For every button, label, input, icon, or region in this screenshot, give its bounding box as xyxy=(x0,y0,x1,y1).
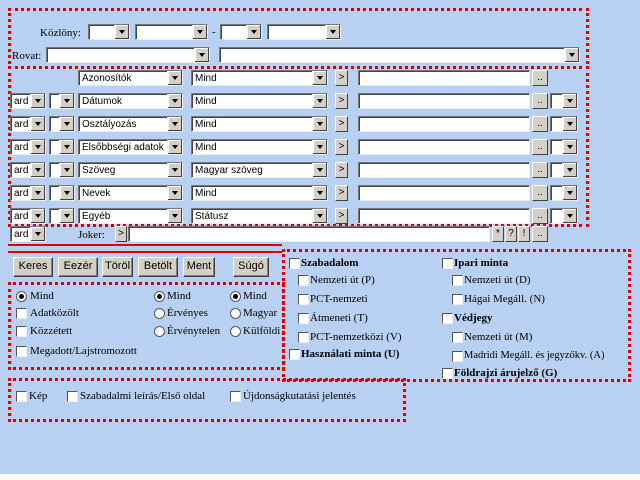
type-szabadalom-checkbox[interactable] xyxy=(289,258,300,269)
filter-foreign-radio[interactable] xyxy=(230,326,241,337)
type-pct-nemzeti-label: PCT-nemzeti xyxy=(310,293,368,305)
row-browse-button[interactable]: .. xyxy=(532,185,548,201)
chevron-down-icon xyxy=(59,117,74,131)
chevron-down-icon xyxy=(30,227,45,241)
row-negate-select[interactable] xyxy=(49,93,75,109)
attach-kep-checkbox[interactable] xyxy=(16,391,27,402)
chevron-down-icon xyxy=(325,25,340,39)
type-hagai-checkbox[interactable] xyxy=(452,294,463,305)
kozlony-label: Közlöny: xyxy=(40,27,81,39)
type-hagai-label: Hágai Megáll. (N) xyxy=(464,293,545,305)
type-atmeneti-label: Átmeneti (T) xyxy=(310,312,368,324)
rovat-detail-select[interactable] xyxy=(219,47,580,63)
row-negate-select[interactable] xyxy=(49,162,75,178)
type-nemzeti-p-label: Nemzeti út (P) xyxy=(310,274,375,286)
filter-status-all-radio[interactable] xyxy=(16,291,27,302)
chevron-down-icon xyxy=(312,117,327,131)
row-value-input[interactable] xyxy=(358,162,530,178)
row-extra-select[interactable] xyxy=(550,162,578,178)
type-hasznalati-checkbox[interactable] xyxy=(289,349,300,360)
row-negate-select[interactable] xyxy=(49,208,75,224)
chevron-down-icon xyxy=(562,117,577,131)
joker-exclaim-button[interactable]: ! xyxy=(518,226,530,242)
kozlony-year-select[interactable] xyxy=(88,24,130,40)
filter-kozzetett-checkbox[interactable] xyxy=(16,326,27,337)
chevron-down-icon xyxy=(167,71,182,85)
row-negate-select[interactable] xyxy=(49,185,75,201)
filter-valid-radio[interactable] xyxy=(154,308,165,319)
chevron-down-icon xyxy=(167,209,182,223)
row-operator-select[interactable]: ard xyxy=(10,139,46,155)
row-operator-select[interactable]: ard xyxy=(10,116,46,132)
type-madridi-label: Madridi Megáll. és jegyzőkv. (A) xyxy=(464,350,605,361)
chevron-down-icon xyxy=(114,25,129,39)
row-field-select[interactable]: Dátumok xyxy=(78,93,183,109)
type-nemzeti-d-checkbox[interactable] xyxy=(452,275,463,286)
row-arrow-button[interactable]: > xyxy=(335,116,348,132)
row-operator-select[interactable]: ard xyxy=(10,208,46,224)
load-button[interactable]: Betölt xyxy=(138,257,178,277)
row-arrow-button[interactable]: > xyxy=(335,70,348,86)
row-value-input[interactable] xyxy=(358,116,530,132)
kozlony-issue-select[interactable] xyxy=(135,24,208,40)
row-browse-button[interactable]: .. xyxy=(532,162,548,178)
help-button[interactable]: Súgó xyxy=(233,257,269,277)
chevron-down-icon xyxy=(167,94,182,108)
chevron-down-icon xyxy=(30,94,45,108)
chevron-down-icon xyxy=(562,140,577,154)
row-value-input[interactable] xyxy=(358,208,530,224)
filter-megadott-checkbox[interactable] xyxy=(16,346,27,357)
row-field-select[interactable]: Azonosítók xyxy=(78,70,183,86)
row-operator-select[interactable]: ard xyxy=(10,162,46,178)
chevron-down-icon xyxy=(30,186,45,200)
filter-validity-all-label: Mind xyxy=(167,290,191,302)
row-value-input[interactable] xyxy=(358,93,530,109)
type-nemzeti-m-label: Nemzeti út (M) xyxy=(464,331,533,343)
joker-separator xyxy=(8,244,282,246)
chevron-down-icon xyxy=(246,25,261,39)
chevron-down-icon xyxy=(59,163,74,177)
filter-status-all-label: Mind xyxy=(30,290,54,302)
row-mode-select[interactable]: Mind xyxy=(191,116,328,132)
chevron-down-icon xyxy=(30,163,45,177)
chevron-down-icon xyxy=(167,140,182,154)
chevron-down-icon xyxy=(30,209,45,223)
type-vedjegy-checkbox[interactable] xyxy=(442,313,453,324)
filter-hungarian-label: Magyar xyxy=(243,307,278,319)
row-arrow-button[interactable]: > xyxy=(335,93,348,109)
joker-browse-button[interactable]: .. xyxy=(532,226,548,242)
joker-label: Joker: xyxy=(78,229,105,241)
filter-adatkozolt-checkbox[interactable] xyxy=(16,308,27,319)
filter-hungarian-radio[interactable] xyxy=(230,308,241,319)
row-extra-select[interactable] xyxy=(550,116,578,132)
row-mode-select[interactable]: Magyar szöveg xyxy=(191,162,328,178)
chevron-down-icon xyxy=(59,94,74,108)
type-atmeneti-checkbox[interactable] xyxy=(298,313,309,324)
attach-ujdonsag-label: Újdonságkutatási jelentés xyxy=(243,390,356,402)
row-arrow-button[interactable]: > xyxy=(335,162,348,178)
type-pct-nemzetkozi-label: PCT-nemzetközi (V) xyxy=(310,331,402,343)
filter-origin-all-radio[interactable] xyxy=(230,291,241,302)
row-field-select[interactable]: Elsőbbségi adatok xyxy=(78,139,183,155)
filter-kozzetett-label: Közzétett xyxy=(30,325,73,337)
row-value-input[interactable] xyxy=(358,139,530,155)
filter-origin-all-label: Mind xyxy=(243,290,267,302)
joker-arrow-button[interactable]: > xyxy=(115,226,127,242)
row-value-input[interactable] xyxy=(358,70,530,86)
chevron-down-icon xyxy=(562,163,577,177)
joker-input[interactable] xyxy=(128,226,490,242)
filter-invalid-radio[interactable] xyxy=(154,326,165,337)
row-extra-select[interactable] xyxy=(550,185,578,201)
chevron-down-icon xyxy=(312,209,327,223)
type-nemzeti-d-label: Nemzeti út (D) xyxy=(464,274,531,286)
rovat-label: Rovat: xyxy=(12,50,42,62)
chevron-down-icon xyxy=(167,186,182,200)
filter-foreign-label: Külföldi xyxy=(243,325,281,337)
type-pct-nemzetkozi-checkbox[interactable] xyxy=(298,332,309,343)
attach-kep-label: Kép xyxy=(29,390,48,402)
chevron-down-icon xyxy=(192,25,207,39)
chevron-down-icon xyxy=(59,186,74,200)
type-madridi-checkbox[interactable] xyxy=(452,351,463,362)
joker-wildcard-star-button[interactable]: * xyxy=(492,226,504,242)
row-browse-button[interactable]: .. xyxy=(532,70,548,86)
filter-valid-label: Érvényes xyxy=(167,307,208,319)
type-hasznalati-label: Használati minta (U) xyxy=(301,348,400,360)
type-foldrajzi-checkbox[interactable] xyxy=(442,368,453,379)
row-arrow-button[interactable]: > xyxy=(335,185,348,201)
search-button[interactable]: Keres xyxy=(13,257,53,277)
attach-szabadalmi-checkbox[interactable] xyxy=(67,391,78,402)
type-ipari-label: Ipari minta xyxy=(454,257,509,269)
chevron-down-icon xyxy=(562,94,577,108)
row-arrow-button[interactable]: > xyxy=(335,208,348,224)
clear-button[interactable]: Töröl xyxy=(102,257,133,277)
row-field-select[interactable]: Osztályozás xyxy=(78,116,183,132)
filter-megadott-label: Megadott/Lajstromozott xyxy=(30,345,137,357)
row-browse-button[interactable]: .. xyxy=(532,208,548,224)
row-browse-button[interactable]: .. xyxy=(532,139,548,155)
expert-button[interactable]: Eezér xyxy=(58,257,98,277)
button-bar-separator xyxy=(8,251,282,253)
row-mode-select[interactable]: Mind xyxy=(191,70,328,86)
chevron-down-icon xyxy=(312,163,327,177)
row-negate-select[interactable] xyxy=(49,139,75,155)
chevron-down-icon xyxy=(30,140,45,154)
chevron-down-icon xyxy=(167,117,182,131)
row-browse-button[interactable]: .. xyxy=(532,116,548,132)
row-field-select[interactable]: Nevek xyxy=(78,185,183,201)
chevron-down-icon xyxy=(30,117,45,131)
type-vedjegy-label: Védjegy xyxy=(454,312,493,324)
row-field-select[interactable]: Egyéb xyxy=(78,208,183,224)
chevron-down-icon xyxy=(194,48,209,62)
row-browse-button[interactable]: .. xyxy=(532,93,548,109)
chevron-down-icon xyxy=(562,209,577,223)
row-mode-select[interactable]: Mind xyxy=(191,139,328,155)
attach-szabadalmi-label: Szabadalmi leírás/Első oldal xyxy=(80,390,206,402)
chevron-down-icon xyxy=(167,163,182,177)
row-field-select[interactable]: Szöveg xyxy=(78,162,183,178)
row-operator-select[interactable]: ard xyxy=(10,185,46,201)
type-nemzeti-p-checkbox[interactable] xyxy=(298,275,309,286)
row-mode-select[interactable]: Mind xyxy=(191,185,328,201)
chevron-down-icon xyxy=(312,94,327,108)
row-operator-select[interactable]: ard xyxy=(10,93,46,109)
filter-invalid-label: Érvénytelen xyxy=(167,325,221,337)
chevron-down-icon xyxy=(312,140,327,154)
rovat-select[interactable] xyxy=(46,47,210,63)
save-button[interactable]: Ment xyxy=(183,257,215,277)
filter-adatkozolt-label: Adatközölt xyxy=(30,307,79,319)
row-value-input[interactable] xyxy=(358,185,530,201)
row-extra-select[interactable] xyxy=(550,93,578,109)
row-negate-select[interactable] xyxy=(49,116,75,132)
row-extra-select[interactable] xyxy=(550,208,578,224)
attach-ujdonsag-checkbox[interactable] xyxy=(230,391,241,402)
kozlony-to-issue-select[interactable] xyxy=(267,24,341,40)
chevron-down-icon xyxy=(312,71,327,85)
chevron-down-icon xyxy=(312,186,327,200)
type-szabadalom-label: Szabadalom xyxy=(301,257,359,269)
row-extra-select[interactable] xyxy=(550,139,578,155)
chevron-down-icon xyxy=(564,48,579,62)
chevron-down-icon xyxy=(562,186,577,200)
filter-validity-all-radio[interactable] xyxy=(154,291,165,302)
chevron-down-icon xyxy=(59,140,74,154)
kozlony-to-year-select[interactable] xyxy=(220,24,262,40)
joker-operator-select[interactable]: ard xyxy=(10,226,46,242)
row-arrow-button[interactable]: > xyxy=(335,139,348,155)
chevron-down-icon xyxy=(59,209,74,223)
type-nemzeti-m-checkbox[interactable] xyxy=(452,332,463,343)
type-ipari-checkbox[interactable] xyxy=(442,258,453,269)
row-mode-select[interactable]: Mind xyxy=(191,93,328,109)
kozlony-dash: - xyxy=(212,26,216,38)
row-mode-select[interactable]: Státusz xyxy=(191,208,328,224)
joker-wildcard-question-button[interactable]: ? xyxy=(505,226,517,242)
type-pct-nemzeti-checkbox[interactable] xyxy=(298,294,309,305)
type-foldrajzi-label: Földrajzi árujelző (G) xyxy=(454,367,558,379)
